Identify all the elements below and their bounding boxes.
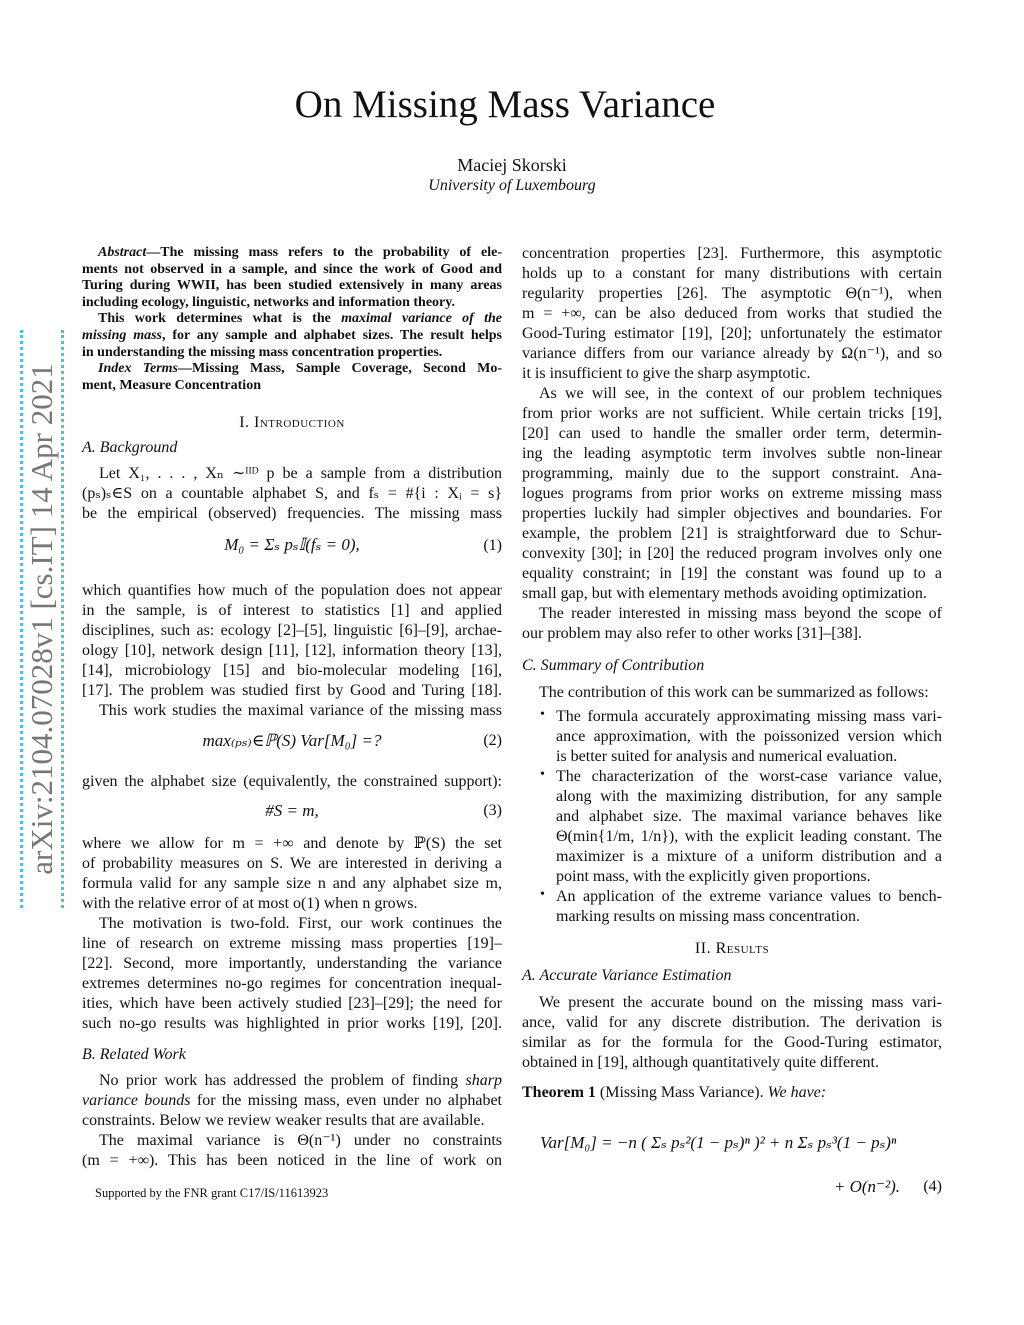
text-line: Θ(min{1/m, 1/n}), with the explicit leading constant. The xyxy=(556,828,942,845)
theorem-statement xyxy=(522,1083,942,1103)
text-segment: No prior work has addressed the problem of finding xyxy=(99,1072,466,1089)
text-line: variance differs from our variance already by Ω(n⁻¹), and so xyxy=(522,345,942,362)
text-segment: , for any sample and alphabet sizes. The result helps xyxy=(161,327,502,343)
text-line: Turing during WWII, has been studied extensively in many areas xyxy=(82,278,502,294)
paragraph xyxy=(82,464,502,524)
paragraph xyxy=(522,993,942,1073)
text-segment: The motivation is two-fold. First, our work continues the xyxy=(99,915,502,932)
paragraph xyxy=(82,581,502,721)
bullet-icon: • xyxy=(540,707,545,722)
paragraph xyxy=(82,772,502,792)
text-line: such no-go results was highlighted in prior works [19], [20]. xyxy=(82,1015,502,1032)
text-line: along with the maximizing distribution, for any sample xyxy=(556,788,942,805)
text-line: holds up to a constant for many distributions with certain xyxy=(522,265,942,282)
text-segment: is better suited for analysis and numerical evaluation. xyxy=(556,748,898,765)
text-line: equality constraint; in [19] the constant was found up to a xyxy=(522,565,942,582)
text-line: ology [10], network design [11], [12], information theory [13], xyxy=(82,642,502,659)
text-line: where we allow for m = +∞ and denote by ℙ(S) the set xyxy=(82,835,502,852)
text-line: ments not observed in a sample, and since the work of Good and xyxy=(82,261,502,277)
text-line xyxy=(522,624,942,644)
paragraph xyxy=(82,1071,502,1171)
text-line: be the empirical (observed) frequencies. The missing mass xyxy=(82,505,502,522)
text-line xyxy=(522,683,942,703)
list-item xyxy=(540,767,942,887)
text-line xyxy=(82,1091,502,1111)
text-line xyxy=(522,604,942,624)
equation-number: (4) xyxy=(923,1178,942,1195)
text-line xyxy=(522,364,942,384)
text-line xyxy=(82,464,502,484)
text-line: maximizer is a mixture of a uniform distribution and a xyxy=(556,848,942,865)
author-affiliation: University of Luxembourg xyxy=(428,177,596,194)
text-line: line of research on extreme missing mass properties [19]– xyxy=(82,935,502,952)
text-line xyxy=(82,914,502,934)
text-line: of probability measures on S. We are interested in deriving a xyxy=(82,855,502,872)
text-line: ities, which have been actively studied [23]–[29]; the need for xyxy=(82,995,502,1012)
text-segment: including ecology, linguistic, networks and information theory. xyxy=(82,294,455,310)
bullet-icon: • xyxy=(540,887,545,902)
emphasis: Theorem 1 xyxy=(522,1084,596,1101)
text-segment: given the alphabet size (equivalently, the constrained support): xyxy=(82,773,502,790)
subsection-heading-background: A. Background xyxy=(82,439,178,456)
text-line: [17]. The problem was studied first by Good and Turing [18]. xyxy=(82,682,502,699)
text-line: ance approximation, with the poissonized version which xyxy=(556,728,942,745)
text-line: m = +∞, can be also deduced from works that studied the xyxy=(522,305,942,322)
text-line: The characterization of the worst-case variance value, xyxy=(556,768,942,785)
bullet-icon: • xyxy=(540,767,545,782)
text-segment: —Missing Mass, Sample Coverage, Second Mo- xyxy=(178,361,502,377)
text-line xyxy=(522,584,942,604)
text-line: disciplines, such as: ecology [2]–[5], linguistic [6]–[9], archae- xyxy=(82,622,502,639)
equation-1 xyxy=(82,535,502,555)
text-line: convexity [30]; in [20] the reduced program involves only one xyxy=(522,545,942,562)
text-segment: This work determines what is the xyxy=(98,311,342,327)
text-line: and alphabet size. The maximal variance behaves like xyxy=(556,808,942,825)
text-segment: our problem may also refer to other works [31]–[38]. xyxy=(522,625,862,642)
text-line xyxy=(522,1083,942,1103)
text-line: properties luckily had simpler objectives and boundaries. For xyxy=(522,505,942,522)
text-line xyxy=(82,245,502,262)
equation-4-continuation: + O(n⁻²). xyxy=(833,1177,900,1196)
equation-4 xyxy=(540,1133,942,1153)
text-segment: it is insufficient to give the sharp asymptotic. xyxy=(522,365,811,382)
text-line xyxy=(82,1131,502,1151)
text-segment: The maximal variance is Θ(n⁻¹) under no constraints xyxy=(99,1132,502,1149)
text-line xyxy=(82,1111,502,1131)
text-segment: The contribution of this work can be summarized as follows: xyxy=(539,684,929,701)
emphasis: Abstract xyxy=(98,245,147,260)
text-segment: —The missing mass refers to the probability of ele- xyxy=(146,245,502,260)
text-line: [14], microbiology [15] and bio-molecular modeling [16], xyxy=(82,662,502,679)
section-heading-text: II. Results xyxy=(694,940,770,957)
text-segment: The reader interested in missing mass beyond the scope of xyxy=(539,605,942,622)
text-line xyxy=(82,328,502,345)
text-segment: in understanding the missing mass concentration properties. xyxy=(82,344,443,360)
paper-title: On Missing Mass Variance xyxy=(294,83,716,126)
text-segment: This work studies the maximal variance of the missing mass xyxy=(99,702,502,719)
text-segment: As we will see, in the context of our problem techniques xyxy=(539,385,942,402)
text-line xyxy=(82,295,502,312)
text-segment: for the missing mass, even under no alphabet xyxy=(190,1092,503,1109)
text-line: from prior works are not sufficient. While certain tricks [19], xyxy=(522,405,942,422)
text-line: An application of the extreme variance values to bench- xyxy=(556,888,942,905)
author-name: Maciej Skorski xyxy=(457,155,567,175)
text-line: logues programs from prior works on extreme missing mass xyxy=(522,485,942,502)
text-segment: point mass, with the explicitly given proportions. xyxy=(556,868,871,885)
text-line xyxy=(82,701,502,721)
equation-text: Var[M₀] = −n ( Σₛ pₛ²(1 − pₛ)ⁿ )² + n Σₛ pₛ³(1 − pₛ)ⁿ xyxy=(540,1133,897,1152)
text-line: extremes determines no-go regimes for concentration inequal- xyxy=(82,975,502,992)
text-line: (m = +∞). This has been noticed in the line of work on xyxy=(82,1152,502,1169)
text-line: regularity properties [26]. The asymptotic Θ(n⁻¹), when xyxy=(522,285,942,302)
arxiv-stamp[interactable] xyxy=(20,330,64,908)
text-line: ing the leading asymptotic term involves subtle non-linear xyxy=(522,445,942,462)
section-heading-results xyxy=(522,940,942,958)
equation-number: (1) xyxy=(483,537,502,554)
text-segment: marking results on missing mass concentration. xyxy=(556,908,860,925)
text-segment: with the relative error of at most o(1) when n grows. xyxy=(82,895,418,912)
text-line xyxy=(522,1053,942,1073)
subsection-heading-related-work: B. Related Work xyxy=(82,1046,186,1063)
text-line: ance, valid for any discrete distribution. The derivation is xyxy=(522,1014,942,1031)
text-line: [20] can used to handle the smaller order term, determin- xyxy=(522,425,942,442)
text-segment: ment, Measure Concentration xyxy=(82,377,261,393)
text-segment: small gap, but with elementary methods avoiding optimization. xyxy=(522,585,927,602)
text-line: programming, mainly due to the support constraint. Ana- xyxy=(522,465,942,482)
emphasis: missing mass xyxy=(82,327,162,343)
subsection-heading-summary: C. Summary of Contribution xyxy=(522,657,705,674)
text-line xyxy=(82,345,502,362)
text-line xyxy=(522,384,942,404)
emphasis: We have: xyxy=(767,1084,827,1101)
emphasis: Index Terms xyxy=(98,361,179,377)
text-line: example, the problem [21] is straightforward due to Schur- xyxy=(522,525,942,542)
emphasis: variance bounds xyxy=(82,1092,191,1109)
list-item xyxy=(540,707,942,767)
list-item xyxy=(540,887,942,927)
equation-number: (2) xyxy=(483,732,502,749)
text-line: in the sample, is of interest to statistics [1] and applied xyxy=(82,602,502,619)
text-line xyxy=(82,894,502,914)
paragraph xyxy=(82,834,502,1034)
text-line: Good-Turing estimator [19], [20]; unfortunately the estimator xyxy=(522,325,942,342)
text-line: which quantifies how much of the population does not appear xyxy=(82,582,502,599)
emphasis: maximal variance of the xyxy=(341,311,502,327)
text-line xyxy=(82,378,502,395)
section-heading-text: I. Introduction xyxy=(239,414,345,431)
text-line xyxy=(82,361,502,378)
text-line xyxy=(82,311,502,328)
abstract xyxy=(82,245,502,394)
text-line: similar as for the formula for the Good-Turing estimator, xyxy=(522,1034,942,1051)
text-segment: (Missing Mass Variance). xyxy=(595,1084,768,1101)
equation-text: #S = m, xyxy=(265,801,319,820)
text-line: concentration properties [23]. Furthermore, this asymptotic xyxy=(522,245,942,262)
equation-2 xyxy=(82,731,502,751)
section-heading-introduction xyxy=(82,414,502,432)
equation-text: M₀ = Σₛ pₛ𝕀(fₛ = 0), xyxy=(224,535,360,554)
paragraph xyxy=(522,683,942,703)
subsection-heading-accurate-variance: A. Accurate Variance Estimation xyxy=(522,967,732,984)
text-segment: Let X₁, . . . , Xₙ ∼ᴵᴵᴰ p be a sample from a distribution xyxy=(99,465,502,482)
equation-text: max₍ₚₛ₎∈ℙ(S) Var[M₀] =? xyxy=(202,731,382,750)
emphasis: sharp xyxy=(465,1072,502,1089)
equation-number: (3) xyxy=(483,802,502,819)
equation-3 xyxy=(82,801,502,821)
footnote: Supported by the FNR grant C17/IS/11613923 xyxy=(95,1186,329,1200)
text-line xyxy=(522,993,942,1013)
text-segment: constraints. Below we review weaker results that are available. xyxy=(82,1112,485,1129)
text-segment: obtained in [19], although quantitatively quite different. xyxy=(522,1054,879,1071)
text-line xyxy=(82,1071,502,1091)
text-line: The formula accurately approximating missing mass vari- xyxy=(556,708,942,725)
text-segment: We present the accurate bound on the missing mass vari- xyxy=(539,994,942,1011)
arxiv-stamp-text: arXiv:2104.07028v1 [cs.IT] 14 Apr 2021 xyxy=(24,363,59,875)
paragraph xyxy=(522,244,942,644)
text-line xyxy=(556,747,942,767)
text-line: [22]. Second, more importantly, understanding the variance xyxy=(82,955,502,972)
text-line xyxy=(556,907,942,927)
text-line xyxy=(556,867,942,887)
text-line: (pₛ)ₛ∈S on a countable alphabet S, and fₛ = #{i : Xᵢ = s} xyxy=(82,485,502,502)
contribution-list xyxy=(540,707,942,927)
text-line xyxy=(82,772,502,792)
text-line: formula valid for any sample size n and any alphabet size m, xyxy=(82,875,502,892)
